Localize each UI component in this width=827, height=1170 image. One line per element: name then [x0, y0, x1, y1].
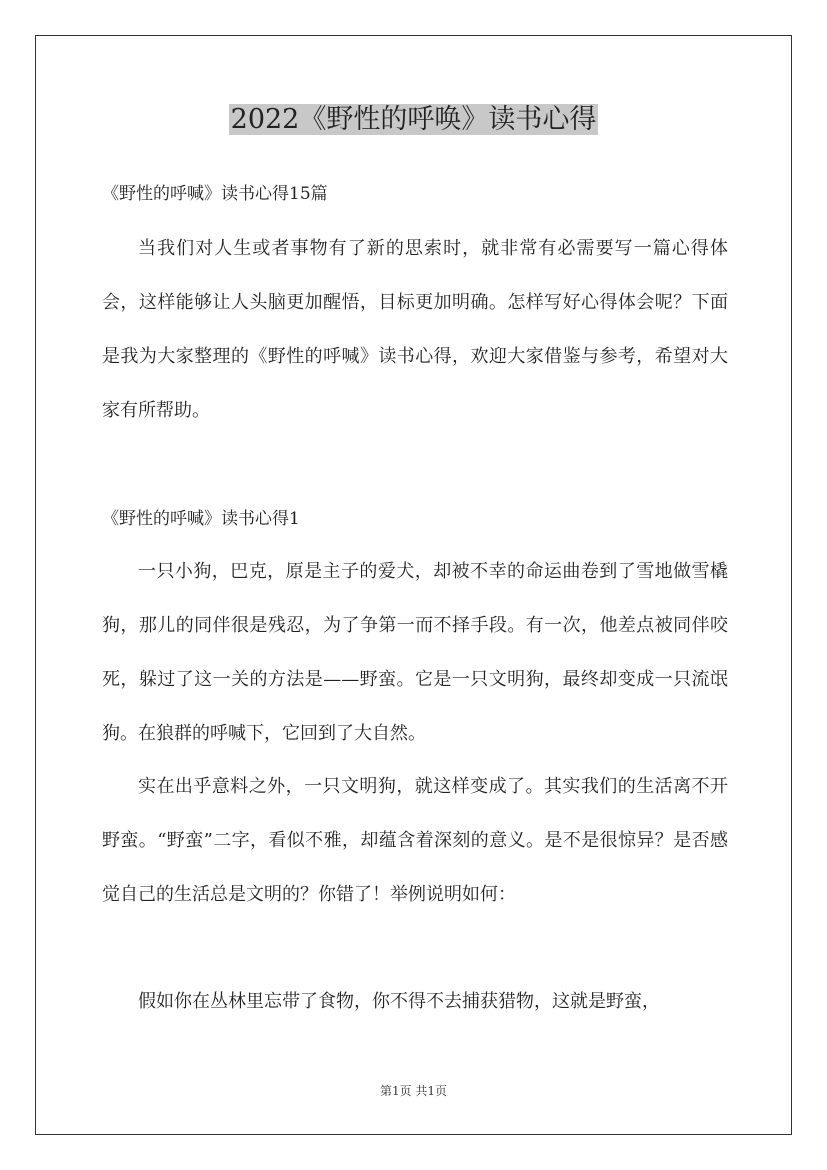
document-subtitle: 《野性的呼喊》读书心得15篇: [102, 184, 328, 204]
document-title-text: 2022《野性的呼唤》读书心得: [230, 104, 597, 135]
document-title: [0, 100, 827, 140]
body-paragraph-2: 实在出乎意料之外，一只文明狗，就这样变成了。其实我们的生活离不开野蛮。“野蛮”二字，看似不雅，却蕴含着深刻的意义。是不是很惊异？是否感觉自己的生活总是文明的？你错了！举例说明如何：: [102, 776, 728, 905]
body-paragraph-3: 假如你在丛林里忘带了食物，你不得不去捕获猎物，这就是野蛮，: [138, 991, 660, 1012]
section-heading: 《野性的呼喊》读书心得1: [102, 509, 300, 529]
page-footer: 第1页 共1页: [379, 1084, 448, 1098]
intro-paragraph: 当我们对人生或者事物有了新的思索时，就非常有必需要写一篇心得体会，这样能够让人头脑更加醒悟，目标更加明确。怎样写好心得体会呢？下面是我为大家整理的《野性的呼喊》读书心得，欢迎大家借鉴与参考，希望对大家有所帮助。: [102, 238, 728, 421]
body-paragraph-1: 一只小狗，巴克，原是主子的爱犬，却被不幸的命运曲卷到了雪地做雪橇狗，那儿的同伴很是残忍，为了争第一而不择手段。有一次，他差点被同伴咬死，躲过了这一关的方法是——野蛮。它是一只文明狗，最终却变成一只流氓狗。在狼群的呼喊下，它回到了大自然。: [102, 561, 728, 744]
